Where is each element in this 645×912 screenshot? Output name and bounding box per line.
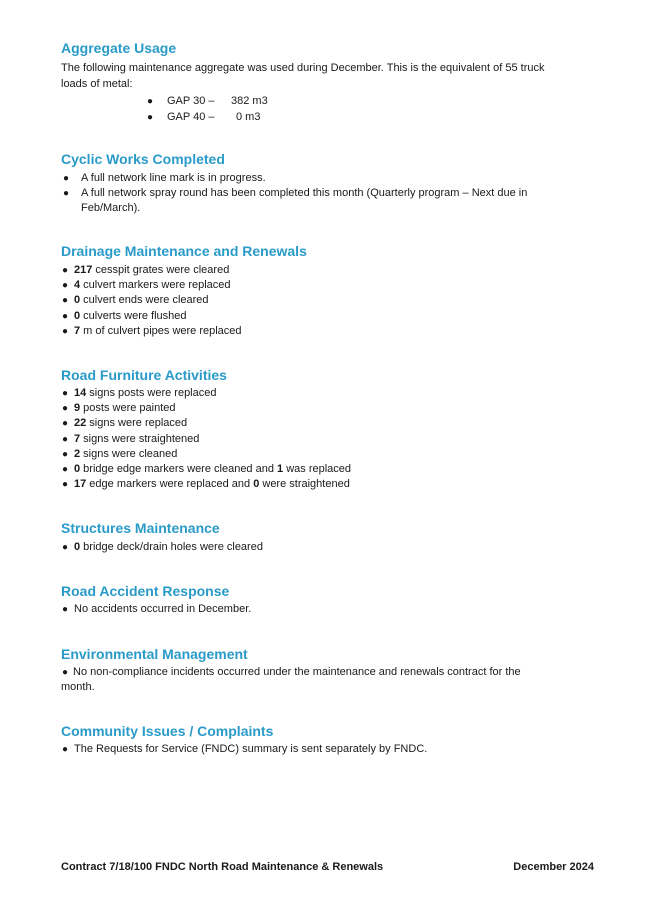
bullet-icon: ● <box>62 464 69 476</box>
list-item: ● 2 signs were cleaned <box>61 447 541 462</box>
list-item: ● GAP 40 – 0 m3 <box>146 110 268 126</box>
list-item: ● 14 signs posts were replaced <box>61 386 541 401</box>
cyclic-heading: Cyclic Works Completed <box>61 151 225 167</box>
bullet-icon: ● <box>62 667 69 678</box>
bullet-icon: ● <box>62 265 69 276</box>
list-item: ● The Requests for Service (FNDC) summary is sent separately by FNDC. <box>61 742 541 757</box>
list-item: ● 0 bridge edge markers were cleaned and 1 was replaced <box>61 462 541 477</box>
list-item: ● 9 posts were painted <box>61 401 541 416</box>
bullet-icon: ● <box>62 433 69 445</box>
bullet-icon: ● <box>62 448 69 460</box>
community-list <box>61 742 541 757</box>
list-item: ● A full network line mark is in progress. <box>61 171 546 186</box>
structures-list <box>61 540 541 555</box>
bullet-icon: ● <box>62 295 69 307</box>
environment-heading: Environmental Management <box>61 646 248 662</box>
list-item: ● 0 culverts were flushed <box>61 309 541 324</box>
bullet-icon: ● <box>62 388 69 399</box>
drainage-list <box>61 263 541 339</box>
community-heading: Community Issues / Complaints <box>61 723 274 739</box>
footer-contract: Contract 7/18/100 FNDC North Road Maintenance & Renewals <box>61 861 384 873</box>
aggregate-heading: Aggregate Usage <box>61 40 177 56</box>
list-item: ● No accidents occurred in December. <box>61 602 541 617</box>
bullet-icon: ● <box>147 112 154 123</box>
cyclic-list <box>61 171 546 217</box>
furniture-list <box>61 386 541 492</box>
bullet-icon: ● <box>62 604 69 615</box>
bullet-icon: ● <box>62 403 69 415</box>
bullet-icon: ● <box>147 96 154 107</box>
drainage-heading: Drainage Maintenance and Renewals <box>61 243 307 259</box>
structures-heading: Structures Maintenance <box>61 520 220 536</box>
bullet-icon: ● <box>63 173 70 184</box>
bullet-icon: ● <box>62 280 69 292</box>
list-item: ● A full network spray round has been completed this month (Quarterly program – Next due in Feb/March). <box>63 187 528 215</box>
list-item: ● 22 signs were replaced <box>61 416 541 431</box>
list-item: ● 17 edge markers were replaced and 0 were straightened <box>61 477 541 492</box>
footer-date: December 2024 <box>513 861 594 873</box>
list-item: ● 4 culvert markers were replaced <box>61 278 541 293</box>
bullet-icon: ● <box>62 310 69 322</box>
aggregate-intro: The following maintenance aggregate was used during December. This is the equivalent of 55 truck loads of metal: <box>61 62 545 90</box>
bullet-icon: ● <box>62 542 69 553</box>
bullet-icon: ● <box>62 325 69 337</box>
environment-item: ● No non-compliance incidents occurred under the maintenance and renewals contract for the month. <box>61 666 521 694</box>
aggregate-list <box>146 94 268 126</box>
list-item: ● GAP 30 – 382 m3 <box>146 94 268 110</box>
list-item: ● 7 m of culvert pipes were replaced <box>61 324 541 339</box>
bullet-icon: ● <box>62 418 69 430</box>
bullet-icon: ● <box>62 479 69 491</box>
accident-heading: Road Accident Response <box>61 583 230 599</box>
list-item: ● 217 cesspit grates were cleared <box>61 263 541 278</box>
accident-list <box>61 602 541 617</box>
furniture-heading: Road Furniture Activities <box>61 367 227 383</box>
list-item: ● 7 signs were straightened <box>61 432 541 447</box>
bullet-icon: ● <box>62 744 69 755</box>
list-item: ● 0 culvert ends were cleared <box>61 293 541 308</box>
list-item: ● 0 bridge deck/drain holes were cleared <box>61 540 541 555</box>
bullet-icon: ● <box>63 188 70 200</box>
page-footer <box>61 860 594 874</box>
